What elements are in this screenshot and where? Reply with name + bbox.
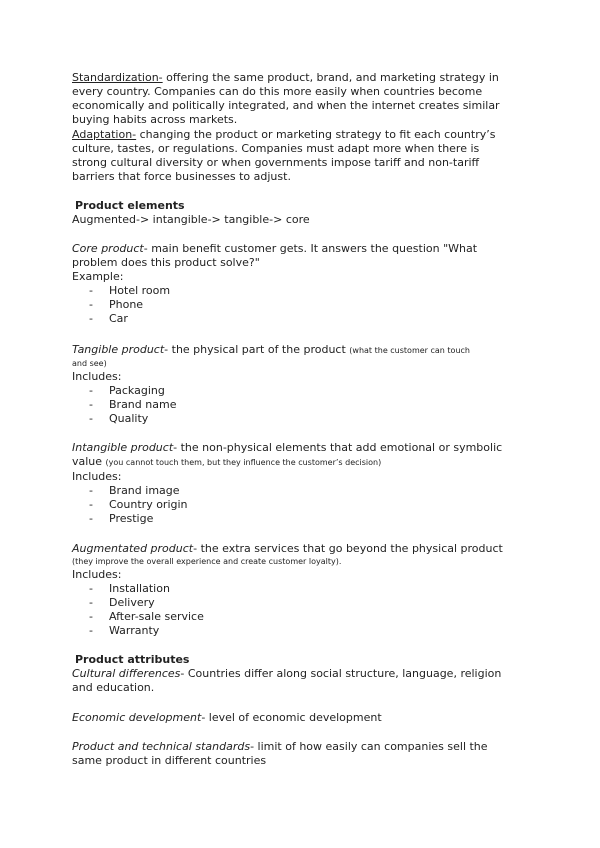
adaptation-line: barriers that force businesses to adjust. (72, 170, 291, 183)
product-attributes-section (72, 653, 542, 695)
core-product-term: Core product (72, 242, 144, 255)
list-item (72, 624, 542, 638)
tangible-product-desc: - the physical part of the product (164, 343, 350, 356)
bullet-dash: - (89, 312, 93, 325)
economic-development-term: Economic development (72, 711, 202, 724)
list-item-label: Brand name (109, 398, 177, 411)
list-item-label: Warranty (109, 624, 160, 637)
technical-standards-desc: - limit of how easily can companies sell the (250, 740, 488, 753)
economic-development-desc: - level of economic development (201, 711, 382, 724)
tangible-product-note: (what the customer can touch (349, 346, 470, 355)
core-product-desc: problem does this product solve?" (72, 256, 260, 269)
list-item-label: Country origin (109, 498, 188, 511)
bullet-dash: - (89, 284, 93, 297)
intangible-product-section (72, 441, 542, 526)
economic-development-paragraph (72, 711, 542, 725)
tangible-product-note: and see) (72, 359, 107, 368)
augmented-product-desc: - the extra services that go beyond the physical product (193, 542, 503, 555)
intangible-product-desc: value (72, 455, 106, 468)
list-item (72, 582, 542, 596)
list-item (72, 398, 542, 412)
cultural-differences-desc: - Countries differ along social structure, language, religion (180, 667, 502, 680)
list-item (72, 298, 542, 312)
intangible-product-note: (you cannot touch them, but they influence the customer’s decision) (105, 458, 382, 467)
list-item-label: After-sale service (109, 610, 204, 623)
bullet-dash: - (89, 582, 93, 595)
bullet-dash: - (89, 512, 93, 525)
tangible-product-term: Tangible product (72, 343, 165, 356)
adaptation-paragraph (72, 128, 542, 184)
augmented-product-term: Augmentated product (72, 542, 194, 555)
list-item-label: Quality (109, 412, 149, 425)
standardization-line: economically and politically integrated, and when the internet creates similar (72, 99, 500, 112)
list-item (72, 412, 542, 426)
bullet-dash: - (89, 484, 93, 497)
list-item-label: Packaging (109, 384, 165, 397)
list-item (72, 484, 542, 498)
product-elements-sequence: Augmented-> intangible-> tangible-> core (72, 213, 310, 226)
product-elements-section (72, 199, 542, 227)
core-product-list-label: Example: (72, 270, 124, 283)
bullet-dash: - (89, 412, 93, 425)
bullet-dash: - (89, 298, 93, 311)
bullet-dash: - (89, 498, 93, 511)
augmented-product-list-label: Includes: (72, 568, 122, 581)
list-item-label: Prestige (109, 512, 154, 525)
intangible-product-term: Intangible product (72, 441, 174, 454)
list-item-label: Phone (109, 298, 144, 311)
technical-standards-desc: same product in different countries (72, 754, 267, 767)
list-item-label: Brand image (109, 484, 180, 497)
adaptation-term: Adaptation- (72, 128, 137, 141)
bullet-dash: - (89, 596, 93, 609)
list-item (72, 312, 542, 326)
list-item (72, 610, 542, 624)
adaptation-line: culture, tastes, or regulations. Companies must adapt more when there is (72, 142, 480, 155)
bullet-dash: - (89, 624, 93, 637)
adaptation-line: strong cultural diversity or when governments impose tariff and non-tariff (72, 156, 480, 169)
bullet-dash: - (89, 610, 93, 623)
cultural-differences-term: Cultural differences (72, 667, 181, 680)
standardization-term: Standardization- (72, 71, 163, 84)
list-item-label: Installation (109, 582, 170, 595)
bullet-dash: - (89, 398, 93, 411)
core-product-section (72, 242, 542, 326)
standardization-paragraph (72, 71, 542, 127)
list-item-label: Hotel room (109, 284, 171, 297)
bullet-dash: - (89, 384, 93, 397)
core-product-desc: - main benefit customer gets. It answers the question "What (143, 242, 478, 255)
technical-standards-paragraph (72, 740, 542, 768)
standardization-line: every country. Companies can do this more easily when countries become (72, 85, 483, 98)
augmented-product-section (72, 542, 542, 638)
list-item (72, 596, 542, 610)
cultural-differences-desc: and education. (72, 681, 155, 694)
standardization-line: buying habits across markets. (72, 113, 238, 126)
tangible-product-section (72, 343, 542, 426)
technical-standards-term: Product and technical standards (72, 740, 251, 753)
tangible-product-list-label: Includes: (72, 370, 122, 383)
list-item (72, 384, 542, 398)
augmented-product-note: (they improve the overall experience and create customer loyalty). (72, 557, 342, 566)
list-item-label: Car (109, 312, 128, 325)
list-item (72, 498, 542, 512)
product-elements-heading: Product elements (75, 199, 185, 212)
adaptation-line: changing the product or marketing strategy to fit each country’s (136, 128, 496, 141)
intangible-product-list-label: Includes: (72, 470, 122, 483)
intangible-product-desc: - the non-physical elements that add emotional or symbolic (173, 441, 503, 454)
product-attributes-heading: Product attributes (75, 653, 190, 666)
list-item (72, 512, 542, 526)
list-item (72, 284, 542, 298)
list-item-label: Delivery (109, 596, 155, 609)
standardization-line: offering the same product, brand, and marketing strategy in (162, 71, 499, 84)
